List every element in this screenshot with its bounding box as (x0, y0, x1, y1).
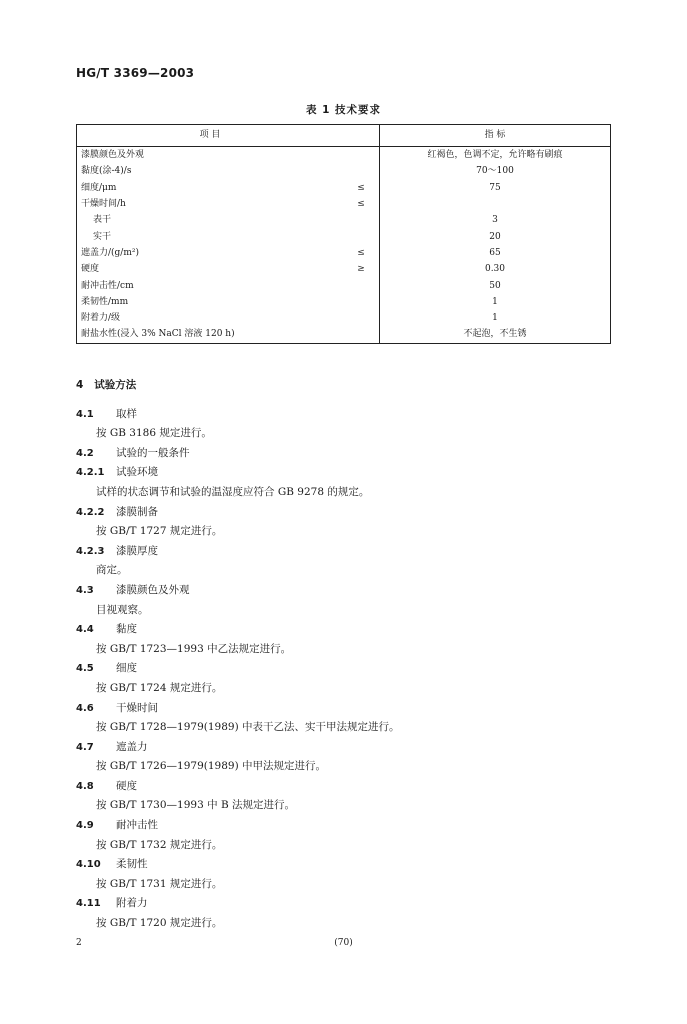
row-item: 漆膜颜色及外观 (77, 147, 344, 164)
table-row (77, 294, 611, 310)
row-value: 红褐色，色调不定，允许略有刷痕 (380, 147, 611, 164)
clause-number: 4.6 (76, 702, 94, 714)
row-value: 3 (380, 212, 611, 228)
clause-title: 细度 (116, 662, 137, 675)
sheet-number: (70) (334, 938, 353, 948)
clause-title: 漆膜制备 (116, 505, 158, 518)
test-methods-section (76, 376, 616, 934)
row-sign (343, 277, 380, 293)
clause-number: 4.9 (76, 820, 94, 832)
table-body (77, 147, 611, 344)
clause-title: 遮盖力 (116, 740, 148, 753)
row-sign: ≤ (357, 199, 365, 210)
table-row (77, 228, 611, 244)
row-sign: ≤ (357, 247, 365, 258)
row-sign (343, 310, 380, 326)
table-row (77, 163, 611, 179)
row-sign (343, 163, 380, 179)
clause-text: 按 GB/T 1723—1993 中乙法规定进行。 (96, 642, 292, 655)
clause-heading (76, 503, 616, 523)
table-title: 表 1 技术要求 (305, 104, 382, 116)
clause-heading (76, 894, 616, 914)
clause-title: 耐冲击性 (116, 819, 158, 832)
clause-number: 4.10 (76, 859, 101, 871)
column-header-value: 指 标 (380, 125, 611, 147)
row-value: 65 (380, 245, 611, 261)
clause-number: 4.1 (76, 408, 94, 420)
clause-number: 4.2.3 (76, 545, 105, 557)
row-item: 硬度 (77, 261, 344, 277)
row-item: 耐冲击性/cm (77, 277, 344, 293)
technical-requirements-table (76, 124, 611, 344)
row-sign: ≤ (357, 182, 365, 193)
clause-text: 按 GB/T 1720 规定进行。 (96, 917, 223, 930)
clause-text: 按 GB/T 1724 规定进行。 (96, 681, 223, 694)
clause-heading (76, 699, 616, 719)
row-item: 干燥时间/h (77, 196, 344, 212)
clause-text: 按 GB/T 1731 规定进行。 (96, 877, 223, 890)
clause-title: 漆膜颜色及外观 (116, 583, 190, 596)
row-item: 细度/μm (77, 180, 344, 196)
row-item: 遮盖力/(g/m²) (77, 245, 344, 261)
standard-code: HG/T 3369—2003 (76, 66, 195, 80)
row-sign (343, 147, 380, 164)
clause-number: 4.7 (76, 741, 94, 753)
column-header-sign (343, 125, 380, 147)
clause-title: 试验环境 (116, 466, 158, 479)
row-item: 附着力/级 (77, 310, 344, 326)
clause-number: 4.4 (76, 624, 94, 636)
row-value: 20 (380, 228, 611, 244)
table-row (77, 245, 611, 261)
section-heading (76, 376, 616, 396)
clause-title: 漆膜厚度 (116, 544, 158, 557)
table-row (77, 212, 611, 228)
clause-text: 按 GB/T 1728—1979(1989) 中表干乙法、实干甲法规定进行。 (96, 721, 400, 734)
section-title: 试验方法 (94, 379, 137, 391)
clause-heading (76, 855, 616, 875)
row-item: 黏度(涂-4)/s (77, 163, 344, 179)
row-sign: ≥ (357, 264, 365, 275)
clause-number: 4.5 (76, 663, 94, 675)
clause-heading (76, 816, 616, 836)
clause-text: 按 GB/T 1730—1993 中 B 法规定进行。 (96, 799, 295, 812)
column-header-item: 项 目 (77, 125, 344, 147)
row-sign (343, 228, 380, 244)
clause-text: 按 GB/T 1726—1979(1989) 中甲法规定进行。 (96, 760, 327, 773)
clause-heading (76, 581, 616, 601)
table-row (77, 261, 611, 277)
table-header-row (77, 125, 611, 147)
clause-heading (76, 738, 616, 758)
row-item: 耐盐水性(浸入 3% NaCl 溶液 120 h) (77, 326, 344, 343)
clause-title: 取样 (116, 407, 137, 420)
clause-number: 4.8 (76, 780, 94, 792)
table-row (77, 180, 611, 196)
row-value: 0.30 (380, 261, 611, 277)
clause-title: 试验的一般条件 (116, 446, 190, 459)
clause-number: 4.2 (76, 447, 94, 459)
table-row (77, 277, 611, 293)
clause-text: 商定。 (96, 564, 128, 577)
row-value: 75 (380, 180, 611, 196)
clause-heading (76, 405, 616, 425)
clause-title: 柔韧性 (116, 858, 148, 871)
clause-heading (76, 463, 616, 483)
section-number: 4 (76, 379, 84, 391)
clause-number: 4.11 (76, 898, 101, 910)
clause-heading (76, 444, 616, 464)
clause-list (76, 405, 616, 934)
clause-heading (76, 777, 616, 797)
clause-heading (76, 659, 616, 679)
row-item: 表干 (77, 212, 344, 228)
row-value: 不起泡，不生锈 (380, 326, 611, 343)
row-sign (343, 326, 380, 343)
row-value (380, 196, 611, 212)
clause-number: 4.2.1 (76, 467, 105, 479)
clause-heading (76, 620, 616, 640)
clause-text: 按 GB/T 1727 规定进行。 (96, 525, 223, 538)
clause-text: 按 GB 3186 规定进行。 (96, 427, 212, 440)
table-row (77, 147, 611, 164)
row-value: 50 (380, 277, 611, 293)
clause-title: 硬度 (116, 779, 137, 792)
row-value: 70～100 (380, 163, 611, 179)
page-number: 2 (76, 938, 82, 948)
row-item: 柔韧性/mm (77, 294, 344, 310)
row-item: 实干 (77, 228, 344, 244)
clause-text: 按 GB/T 1732 规定进行。 (96, 838, 223, 851)
row-value: 1 (380, 294, 611, 310)
clause-title: 黏度 (116, 623, 137, 636)
clause-text: 目视观察。 (96, 603, 149, 616)
table-row (77, 326, 611, 343)
clause-heading (76, 542, 616, 562)
clause-title: 干燥时间 (116, 701, 158, 714)
row-value: 1 (380, 310, 611, 326)
row-sign (343, 212, 380, 228)
table-row (77, 196, 611, 212)
clause-number: 4.2.2 (76, 506, 105, 518)
clause-text: 试样的状态调节和试验的温湿度应符合 GB 9278 的规定。 (96, 485, 370, 498)
clause-title: 附着力 (116, 897, 148, 910)
row-sign (343, 294, 380, 310)
clause-number: 4.3 (76, 584, 94, 596)
table-row (77, 310, 611, 326)
